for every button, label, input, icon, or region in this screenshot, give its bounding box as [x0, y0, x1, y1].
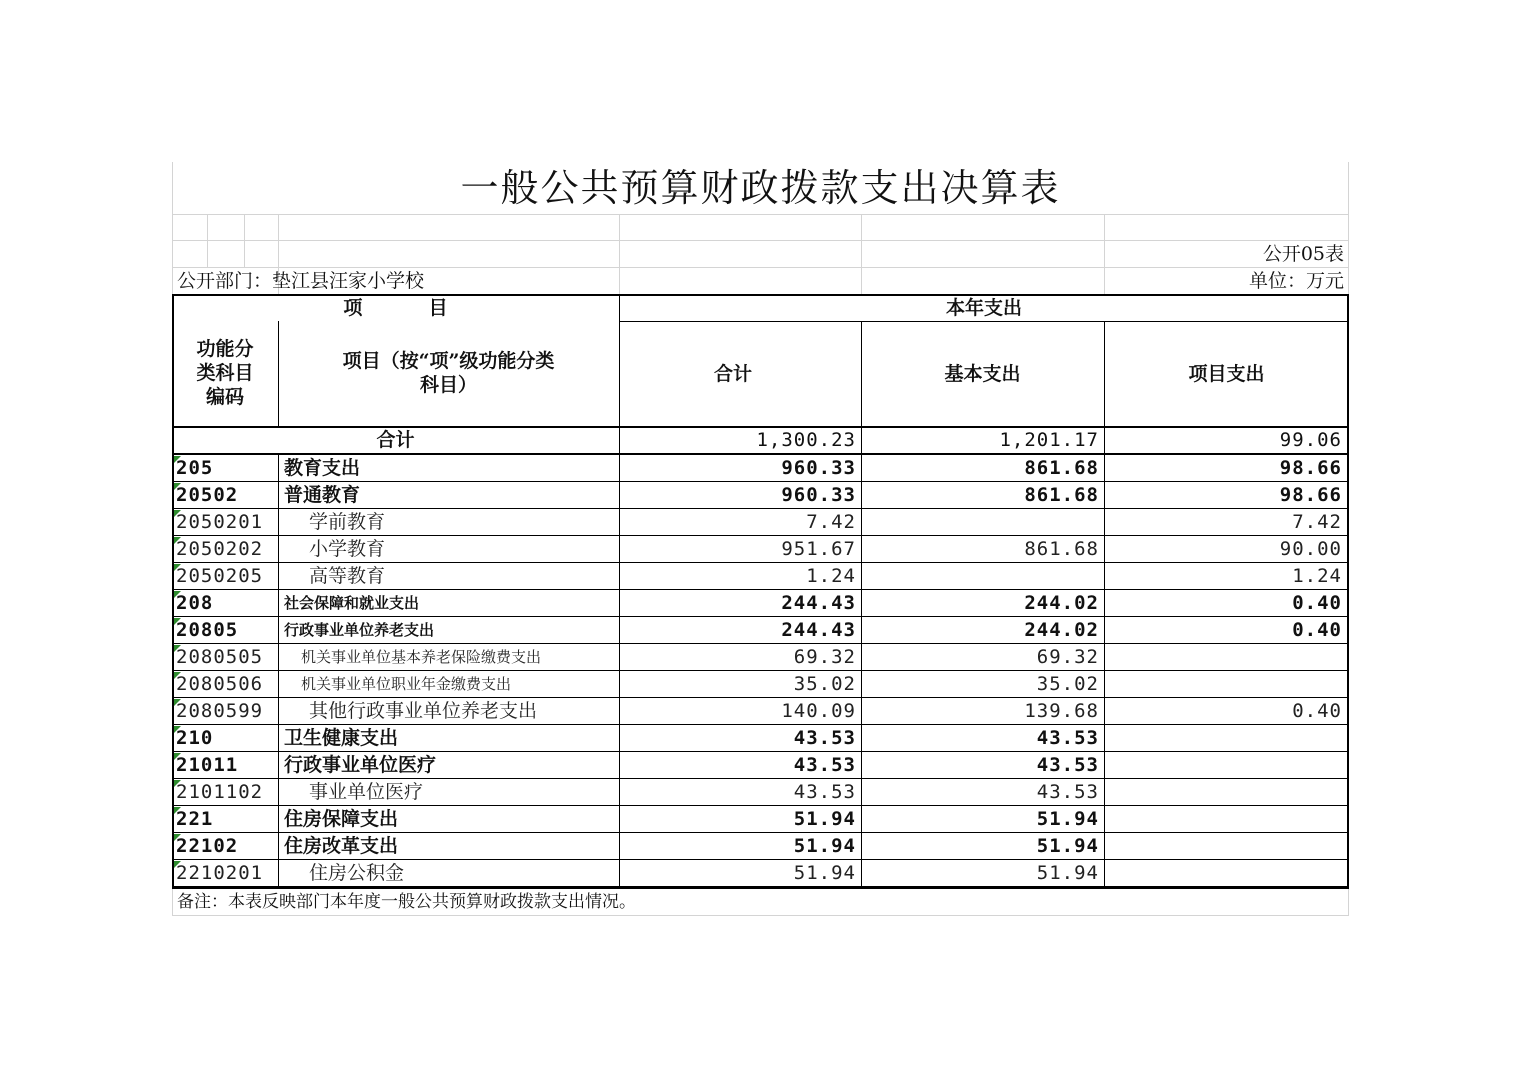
row-total: 7.42 — [806, 511, 856, 533]
header-basic: 基本支出 — [944, 362, 1021, 385]
cell-marker-icon — [174, 672, 181, 679]
total-row-label: 合计 — [376, 429, 415, 451]
cell-marker-icon — [174, 510, 181, 517]
row-project — [1104, 806, 1347, 833]
row-name: 机关事业单位基本养老保险缴费支出 — [301, 648, 542, 666]
row-basic: 244.02 — [1024, 592, 1099, 614]
row-basic — [861, 509, 1104, 536]
cell-marker-icon — [174, 807, 181, 814]
row-total: 69.32 — [793, 646, 856, 668]
total-row-basic: 1,201.17 — [999, 429, 1099, 451]
row-name: 卫生健康支出 — [284, 727, 399, 749]
header-code-line: 功能分 — [196, 338, 254, 361]
row-code: 221 — [176, 808, 214, 830]
row-basic: 861.68 — [1024, 538, 1099, 560]
row-basic: 244.02 — [1024, 619, 1099, 641]
cell-marker-icon — [174, 861, 181, 868]
header-name-line: 科目） — [419, 374, 477, 396]
row-code: 21011 — [176, 754, 239, 776]
row-code: 2080599 — [176, 700, 264, 722]
row-name: 普通教育 — [284, 484, 361, 506]
row-name: 住房保障支出 — [284, 808, 399, 830]
cell-marker-icon — [174, 483, 181, 490]
cell-marker-icon — [174, 645, 181, 652]
row-total: 51.94 — [793, 862, 856, 884]
row-code: 20805 — [176, 619, 239, 641]
row-total: 43.53 — [793, 727, 856, 749]
row-total: 960.33 — [781, 484, 856, 506]
row-project — [1104, 833, 1347, 860]
row-code: 20502 — [176, 484, 239, 506]
row-code: 2210201 — [176, 862, 264, 884]
total-row-project: 99.06 — [1279, 429, 1342, 451]
header-project-expenditure: 项目支出 — [1188, 362, 1265, 385]
row-basic: 51.94 — [1036, 835, 1099, 857]
row-name: 事业单位医疗 — [309, 781, 424, 803]
row-basic: 861.68 — [1024, 484, 1099, 506]
row-project: 0.40 — [1292, 619, 1342, 641]
row-total: 951.67 — [781, 538, 856, 560]
row-total: 140.09 — [781, 700, 856, 722]
row-basic: 861.68 — [1024, 457, 1099, 479]
row-code: 2050205 — [176, 565, 264, 587]
row-code: 2101102 — [176, 781, 264, 803]
header-current-year: 本年支出 — [945, 296, 1022, 319]
row-code: 2080506 — [176, 673, 264, 695]
row-code: 22102 — [176, 835, 239, 857]
row-basic: 43.53 — [1036, 754, 1099, 776]
cell-marker-icon — [174, 726, 181, 733]
row-project: 98.66 — [1279, 457, 1342, 479]
row-project — [1104, 671, 1347, 698]
row-project — [1104, 860, 1347, 887]
cell-marker-icon — [174, 780, 181, 787]
table-number: 公开05表 — [1262, 242, 1344, 265]
row-total: 51.94 — [793, 835, 856, 857]
row-project: 98.66 — [1279, 484, 1342, 506]
row-basic — [861, 563, 1104, 590]
row-basic: 139.68 — [1024, 700, 1099, 722]
row-code: 208 — [176, 592, 214, 614]
row-project — [1104, 644, 1347, 671]
row-name: 小学教育 — [309, 538, 386, 560]
unit-label: 单位：万元 — [1248, 269, 1344, 292]
row-name: 住房公积金 — [309, 862, 405, 884]
header-item-name — [278, 322, 619, 426]
row-code: 2080505 — [176, 646, 264, 668]
row-name: 其他行政事业单位养老支出 — [309, 700, 538, 722]
cell-marker-icon — [174, 591, 181, 598]
header-code — [172, 322, 278, 426]
row-code: 210 — [176, 727, 214, 749]
row-name: 行政事业单位养老支出 — [284, 621, 435, 639]
row-basic: 69.32 — [1036, 646, 1099, 668]
row-project — [1104, 725, 1347, 752]
cell-marker-icon — [174, 537, 181, 544]
row-total: 960.33 — [781, 457, 856, 479]
cell-marker-icon — [174, 699, 181, 706]
header-code-line: 类科目 — [196, 362, 254, 385]
header-name-line: 项目（按“项”级功能分类 — [342, 350, 555, 373]
row-name: 教育支出 — [284, 457, 361, 479]
row-code: 2050201 — [176, 511, 264, 533]
row-name: 社会保障和就业支出 — [284, 594, 420, 612]
row-code: 205 — [176, 457, 214, 479]
row-project: 7.42 — [1292, 511, 1342, 533]
row-total: 43.53 — [793, 781, 856, 803]
page-title: 一般公共预算财政拨款支出决算表 — [460, 166, 1061, 210]
row-project — [1104, 752, 1347, 779]
row-total: 1.24 — [806, 565, 856, 587]
row-project: 0.40 — [1292, 700, 1342, 722]
row-basic: 35.02 — [1036, 673, 1099, 695]
row-project: 1.24 — [1292, 565, 1342, 587]
header-code-line: 编码 — [205, 385, 244, 408]
cell-marker-icon — [174, 456, 181, 463]
row-project — [1104, 779, 1347, 806]
row-code: 2050202 — [176, 538, 264, 560]
row-basic: 51.94 — [1036, 808, 1099, 830]
header-project: 项 目 — [343, 296, 448, 319]
row-total: 244.43 — [781, 619, 856, 641]
department-label: 公开部门：垫江县汪家小学校 — [177, 269, 425, 292]
cell-marker-icon — [174, 753, 181, 760]
budget-sheet — [172, 162, 1349, 916]
total-row-total: 1,300.23 — [756, 429, 856, 451]
row-total: 35.02 — [793, 673, 856, 695]
header-total: 合计 — [714, 362, 753, 385]
row-total: 244.43 — [781, 592, 856, 614]
row-basic: 43.53 — [1036, 781, 1099, 803]
column-divider — [278, 453, 279, 888]
cell-marker-icon — [174, 618, 181, 625]
row-name: 机关事业单位职业年金缴费支出 — [301, 675, 512, 693]
row-total: 51.94 — [793, 808, 856, 830]
cell-marker-icon — [174, 564, 181, 571]
row-name: 高等教育 — [309, 565, 386, 587]
row-basic: 43.53 — [1036, 727, 1099, 749]
row-project: 0.40 — [1292, 592, 1342, 614]
row-project: 90.00 — [1279, 538, 1342, 560]
row-total: 43.53 — [793, 754, 856, 776]
row-name: 行政事业单位医疗 — [284, 754, 437, 776]
row-name: 学前教育 — [309, 511, 386, 533]
cell-marker-icon — [174, 834, 181, 841]
footnote: 备注：本表反映部门本年度一般公共预算财政拨款支出情况。 — [177, 891, 636, 912]
row-name: 住房改革支出 — [284, 835, 399, 857]
row-basic: 51.94 — [1036, 862, 1099, 884]
